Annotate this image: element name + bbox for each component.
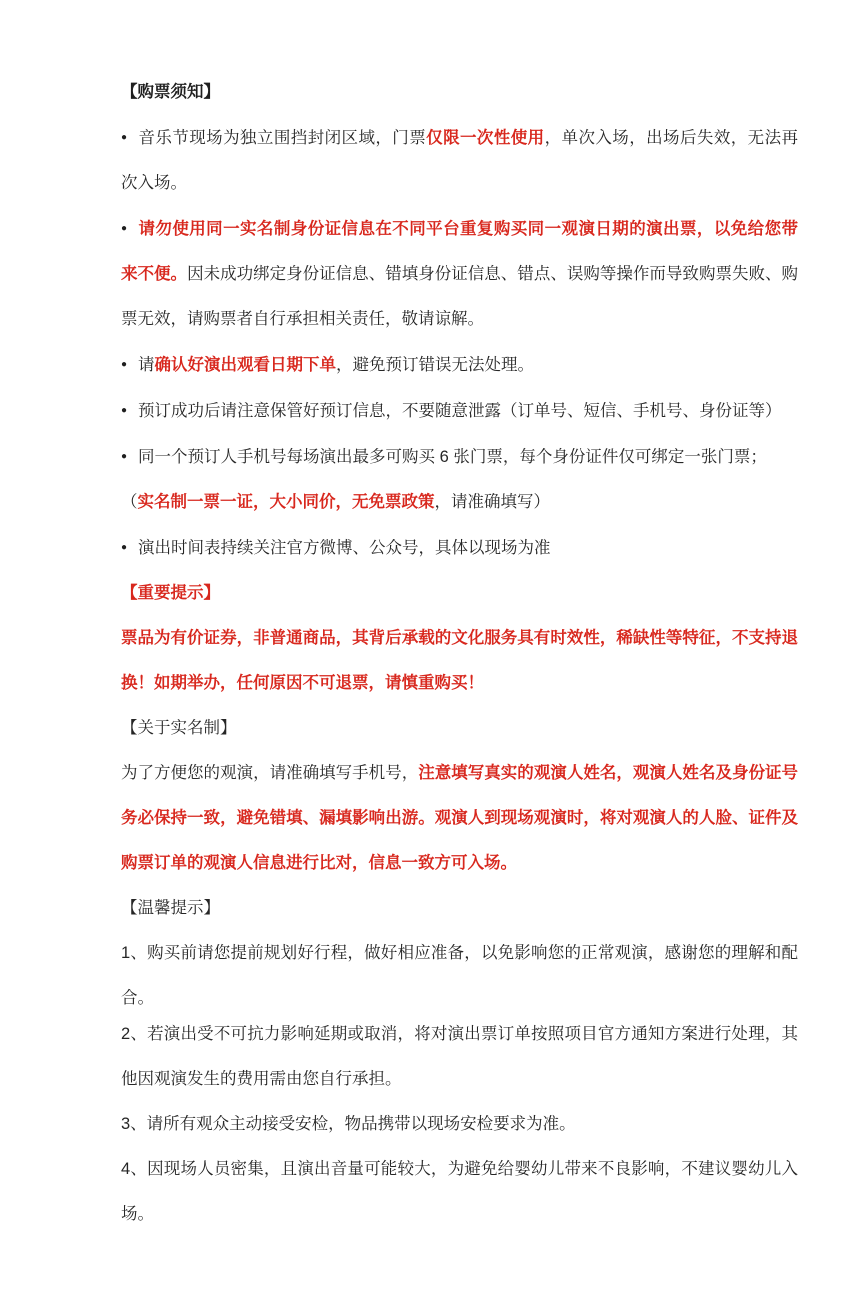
warm-tip-2 bbox=[121, 1012, 798, 1102]
notice-duplicate-purchase bbox=[121, 206, 798, 342]
highlight-red-text: 注意填写真实的观演人姓名，观演人姓名及身份证号务必保持一致，避免错填、漏填影响出游。观演人到现场观演时，将对观演人的人脸、证件及购票订单的观演人信息进行比对，信息一致方可入场。 bbox=[121, 764, 799, 872]
body-text: 2、若演出受不可抗力影响延期或取消，将对演出票订单按照项目官方通知方案进行处理，其他因观演发生的费用需由您自行承担。 bbox=[121, 1025, 798, 1088]
body-text: 【关于实名制】 bbox=[121, 719, 237, 737]
notice-schedule bbox=[121, 525, 798, 571]
highlight-red-text: 仅限一次性使用 bbox=[426, 129, 545, 147]
warm-tip-3 bbox=[121, 1102, 798, 1147]
body-text: 因未成功绑定身份证信息、错填身份证信息、错点、误购等操作而导致购票失败、购票无效，请购票者自行承担相关责任，敬请谅解。 bbox=[121, 265, 799, 328]
body-text: ，避免预订错误无法处理。 bbox=[336, 356, 535, 374]
body-text: 预订成功后请注意保管好预订信息，不要随意泄露（订单号、短信、手机号、身份证等） bbox=[138, 402, 782, 420]
bullet-icon: ● bbox=[121, 223, 128, 234]
important-notice-body bbox=[121, 616, 798, 706]
highlight-red-text: 票品为有价证券，非普通商品，其背后承载的文化服务具有时效性，稀缺性等特征，不支持退换！如期举办，任何原因不可退票，请慎重购买！ bbox=[121, 629, 798, 692]
bullet-icon: ● bbox=[121, 359, 128, 370]
notice-confirm-date bbox=[121, 342, 798, 388]
body-text: 演出时间表持续关注官方微博、公众号，具体以现场为准 bbox=[138, 539, 551, 557]
document-body bbox=[121, 70, 798, 1237]
warm-tips-heading bbox=[121, 886, 798, 931]
warm-tip-4 bbox=[121, 1147, 798, 1237]
body-text: 3、请所有观众主动接受安检，物品携带以现场安检要求为准。 bbox=[121, 1115, 576, 1133]
body-text: （ bbox=[121, 493, 138, 511]
body-text: ，单次入场，出场后失效，无法再次入场。 bbox=[121, 129, 798, 192]
body-text: 同一个预订人手机号每场演出最多可购买 6 张门票，每个身份证件仅可绑定一张门票； bbox=[138, 448, 767, 466]
important-notice-heading bbox=[121, 571, 798, 616]
warm-tip-1 bbox=[121, 931, 798, 1021]
bullet-icon: ● bbox=[121, 405, 128, 416]
bullet-icon: ● bbox=[121, 542, 128, 553]
body-text: 为了方便您的观演，请准确填写手机号， bbox=[121, 764, 419, 782]
notice-single-use bbox=[121, 115, 798, 206]
bullet-icon: ● bbox=[121, 451, 128, 462]
notice-ticket-limit-note bbox=[121, 480, 798, 525]
body-text: 请 bbox=[138, 356, 155, 374]
body-text: 4、因现场人员密集，且演出音量可能较大，为避免给婴幼儿带来不良影响，不建议婴幼儿入场。 bbox=[121, 1160, 798, 1223]
highlight-red-text: 实名制一票一证，大小同价，无免票政策 bbox=[137, 493, 435, 511]
title-text: 【购票须知】 bbox=[121, 83, 220, 101]
body-text: 【温馨提示】 bbox=[121, 899, 220, 917]
notice-keep-booking-info bbox=[121, 388, 798, 434]
real-name-body bbox=[121, 751, 798, 886]
highlight-red-text: 确认好演出观看日期下单 bbox=[154, 356, 337, 374]
body-text: ，请准确填写） bbox=[434, 493, 550, 511]
notice-ticket-limit bbox=[121, 434, 798, 480]
highlight-red-text: 【重要提示】 bbox=[121, 584, 220, 602]
bullet-icon: ● bbox=[121, 132, 128, 143]
body-text: 音乐节现场为独立围挡封闭区域，门票 bbox=[138, 129, 427, 147]
body-text: 1、购买前请您提前规划好行程，做好相应准备，以免影响您的正常观演，感谢您的理解和配合。 bbox=[121, 944, 798, 1007]
real-name-heading bbox=[121, 706, 798, 751]
highlight-red-text: 请勿使用同一实名制身份证信息在不同平台重复购买同一观演日期的演出票，以免给您带来不便。 bbox=[121, 220, 798, 283]
page-title bbox=[121, 70, 798, 115]
